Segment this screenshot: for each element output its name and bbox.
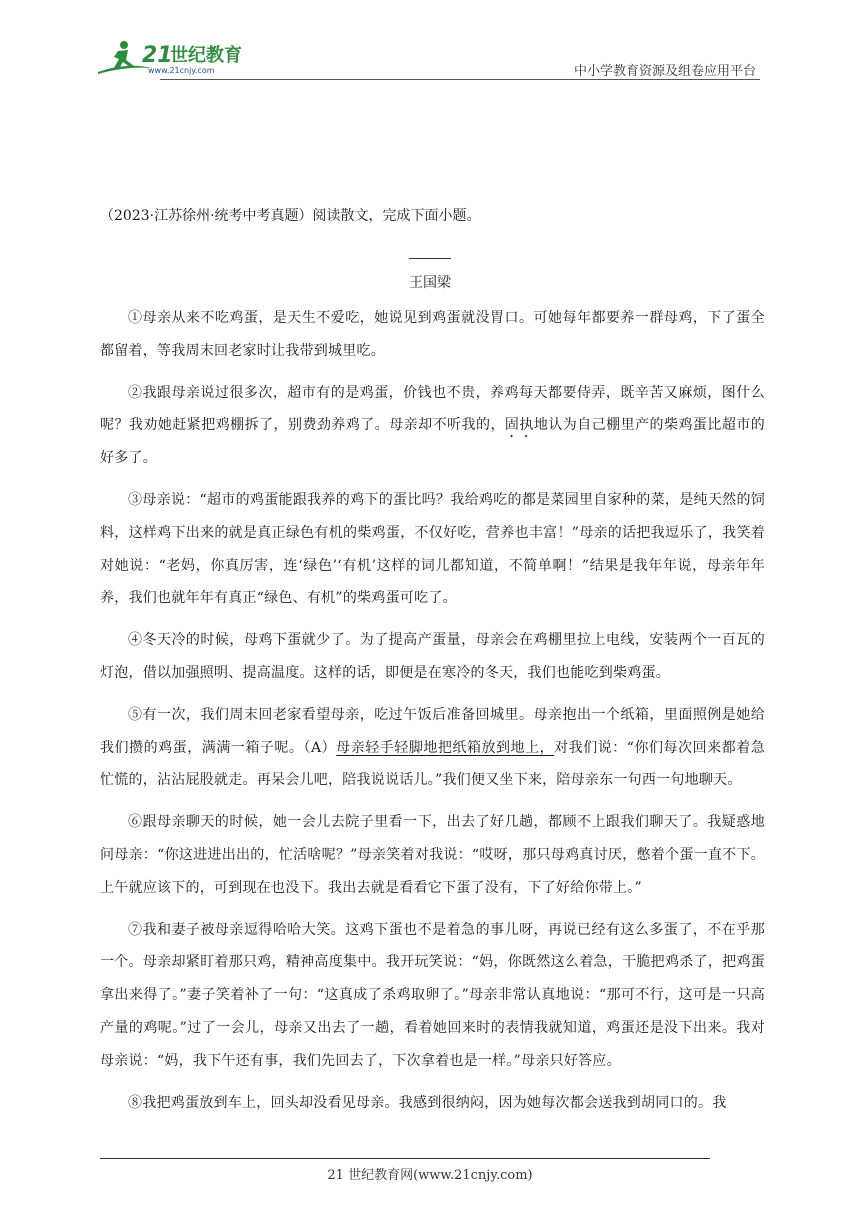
svg-text:世纪教育: 世纪教育 (170, 45, 242, 66)
paragraph-4: ④冬天冷的时候，母鸡下蛋就少了。为了提高产蛋量，母亲会在鸡棚里拉上电线，安装两个一百瓦的灯泡，借以加强照明、提高温度。这样的话，即便是在寒冷的冬天，我们也能吃到柴鸡蛋。 (100, 632, 765, 681)
paragraph-3: ③母亲说：“超市的鸡蛋能跟我养的鸡下的蛋比吗？我给鸡吃的都是菜园里自家种的菜，是纯天然的饲料，这样鸡下出来的就是真正绿色有机的柴鸡蛋，不仅好吃，营养也丰富！”母亲的话把我逗乐了，我笑着对她说：“老妈，你真厉害，连‘绿色’‘有机’这样的词儿都知道，不简单啊！”结果是我年年说，母亲年年养，我们也就年年有真正“绿色、有机”的柴鸡蛋可吃了。 (100, 491, 765, 607)
underlined-sentence-a: 母亲轻手轻脚地把纸箱放到地上， (336, 739, 555, 756)
header-divider (160, 79, 760, 80)
paragraph-8: ⑧我把鸡蛋放到车上，回头却没看见母亲。我感到很纳闷，因为她每次都会送我到胡同口的。我 (128, 1094, 727, 1111)
platform-name: 中小学教育资源及组卷应用平台 (573, 64, 756, 79)
title-placeholder-line (409, 258, 451, 259)
essay-body (100, 302, 765, 1128)
svg-text:21: 21 (142, 43, 173, 68)
paragraph-5 (100, 699, 765, 797)
paragraph-5-part-a: ⑤有一次，我们周末回老家看望母亲，吃过午饭后准备回城里。母亲抱出一个纸箱，里面照例是她给我们攒的鸡蛋，满满一箱子呢。（A） (100, 706, 765, 756)
paragraph-7: ⑦我和妻子被母亲逗得哈哈大笑。这鸡下蛋也不是着急的事儿呀，再说已经有这么多蛋了，不在乎那一个。母亲却紧盯着那只鸡，精神高度集中。我开玩笑说：“妈，你既然这么着急，干脆把鸡杀了，把鸡蛋拿出来得了。”妻子笑着补了一句：“这真成了杀鸡取卵了。”母亲非常认真地说：“那可不行，这可是一只高产量的鸡呢。”过了一会儿，母亲又出去了一趟，看着她回来时的表情我就知道，鸡蛋还是没下出来。我对母亲说：“妈，我下午还有事，我们先回去了，下次拿着也是一样。”母亲只好答应。 (100, 921, 765, 1069)
question-intro: （2023·江苏徐州·统考中考真题）阅读散文，完成下面小题。 (100, 208, 481, 224)
paragraph-2 (100, 377, 765, 475)
paragraph-1: ①母亲从来不吃鸡蛋，是天生不爱吃，她说见到鸡蛋就没胃口。可她每年都要养一群母鸡，下了蛋全都留着，等我周末回老家时让我带到城里吃。 (100, 310, 765, 359)
svg-text:www.21cnjy.com: www.21cnjy.com (148, 66, 215, 75)
page-header (0, 0, 860, 90)
paragraph-2-part-b: 地认为自己棚里产的柴鸡蛋比超市的好多了。 (100, 417, 766, 467)
logo (96, 38, 266, 78)
paragraph-6: ⑥跟母亲聊天的时候，她一会儿去院子里看一下，出去了好几趟，都顾不上跟我们聊天了。我疑惑地问母亲：“你这进进出出的，忙活啥呢？”母亲笑着对我说：“哎呀，那只母鸡真讨厌，憋着个蛋一直不下。上午就应该下的，可到现在也没下。我出去就是看看它下蛋了没有，下了好给你带上。” (100, 814, 765, 896)
footer-text: 21 世纪教育网(www.21cnjy.com) (327, 1168, 533, 1183)
author-name: 王国梁 (409, 275, 451, 291)
footer-divider (100, 1158, 710, 1159)
paragraph-5-part-b: 对我们说：“你们每次回来都着急忙慌的，沾沾屁股就走。再呆会儿吧，陪我说说话儿。”我们便又坐下来，陪母亲东一句西一句地聊天。 (100, 739, 765, 789)
paragraph-2-part-a: ②我跟母亲说过很多次，超市有的是鸡蛋，价钱也不贵，养鸡每天都要侍弄，既辛苦又麻烦，图什么呢？我劝她赶紧把鸡棚拆了，别费劲养鸡了。母亲却不听我的， (100, 384, 765, 434)
emphasized-word: 固执 (504, 417, 534, 434)
